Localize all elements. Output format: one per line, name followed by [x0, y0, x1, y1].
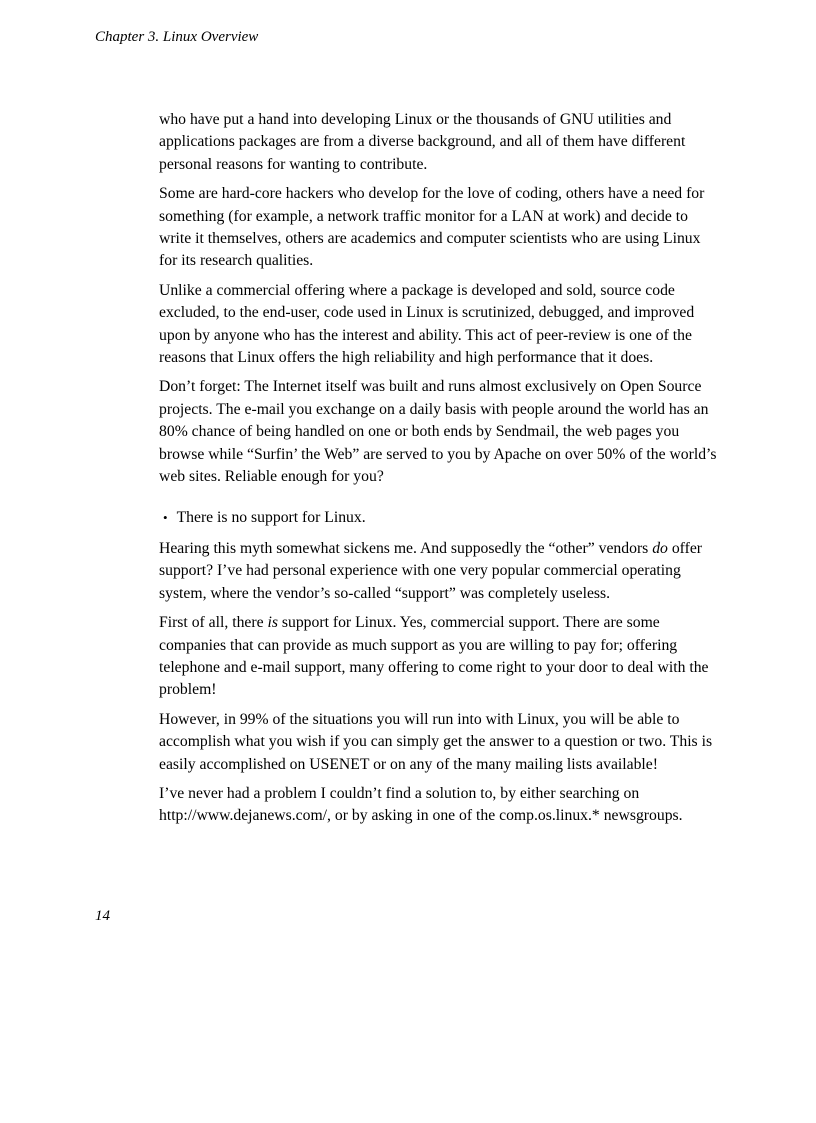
text-run-italic: is	[267, 614, 278, 632]
paragraph: Unlike a commercial offering where a package is developed and sold, source code excluded, to the end-user, code used in Linux is scrutinized, debugged, and improved upon by anyone who has the interest and ability. This act of peer-review is one of the reasons that Linux offers the high reliability and high performance that it does.	[159, 281, 695, 367]
chapter-header: Chapter 3. Linux Overview	[95, 29, 259, 45]
paragraph: who have put a hand into developing Linux or the thousands of GNU utilities and applications packages are from a diverse background, and all of them have different personal reasons for wanting to contribute.	[159, 111, 686, 173]
text-run-italic: do	[652, 539, 668, 557]
page-body	[159, 109, 721, 835]
bullet-icon: •	[163, 509, 168, 525]
paragraph: I’ve never had a problem I couldn’t find a solution to, by either searching on http://www.dejanews.com/, or by asking in one of the comp.os.linux.* newsgroups.	[159, 784, 683, 825]
footer-page-number: 14	[95, 908, 110, 924]
bullet-list-item	[159, 507, 721, 529]
text-run: Hearing this myth somewhat sickens me. And supposedly the “other” vendors	[159, 539, 653, 557]
paragraph: Don’t forget: The Internet itself was built and runs almost exclusively on Open Source projects. The e-mail you exchange on a daily basis with people around the world has an 80% chance of being handled on one or both ends by Sendmail, the web pages you browse while “Surfin’ the Web” are served to you by Apache on over 50% of the world’s web sites. Reliable enough for you?	[159, 378, 717, 486]
text-run: support for Linux. Yes, commercial support. There are some companies that can provide as much support as you are willing to pay for; offering telephone and e-mail support, many offering to come right to your door to deal with the problem!	[159, 614, 709, 699]
paragraph: However, in 99% of the situations you will run into with Linux, you will be able to accomplish what you wish if you can simply get the answer to a question or two. This is easily accomplished on USENET or on any of the many mailing lists available!	[159, 710, 713, 773]
paragraph	[159, 538, 721, 605]
paragraph	[159, 612, 721, 702]
bullet-text: There is no support for Linux.	[176, 508, 366, 526]
text-run: offer support? I’ve had personal experience with one very popular commercial operating system, where the vendor’s so-called “support” was completely useless.	[159, 539, 703, 602]
text-run: First of all, there	[159, 614, 268, 632]
paragraph: Some are hard-core hackers who develop for the love of coding, others have a need for something (for example, a network traffic monitor for a LAN at work) and decide to write it themselves, others are academics and computer scientists who are using Linux for its research qualities.	[159, 185, 705, 270]
